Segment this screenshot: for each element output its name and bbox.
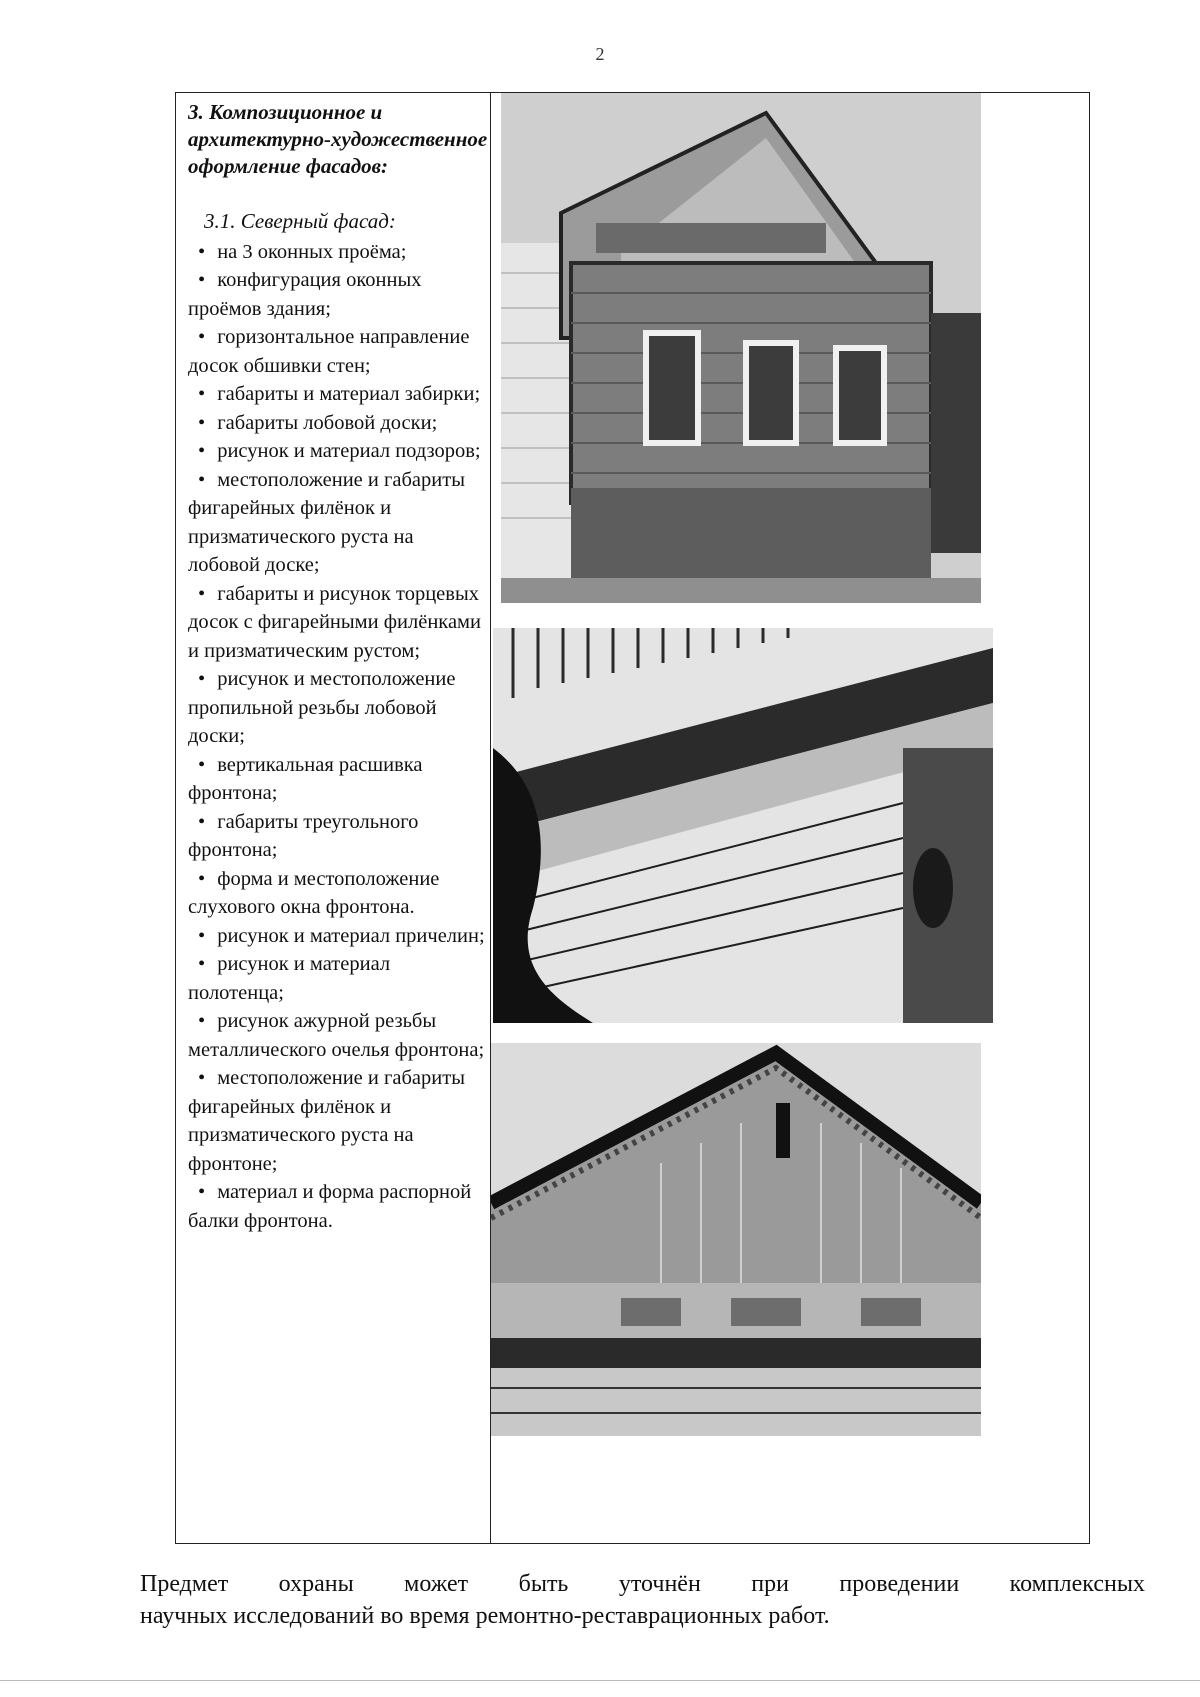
bullet-icon: • — [198, 924, 206, 947]
bullet-icon: • — [198, 668, 206, 690]
bullet-icon: • — [198, 753, 206, 776]
footer-word: проведении — [839, 1571, 960, 1597]
protection-items-list — [188, 238, 488, 1236]
protection-item-text: рисунок и материал подзоров; — [217, 440, 481, 462]
bullet-icon: • — [198, 1010, 206, 1032]
footer-word: охраны — [278, 1571, 354, 1597]
north-facade-photo — [501, 93, 981, 603]
protection-item — [188, 380, 488, 409]
footer-word: Предмет — [140, 1571, 229, 1597]
protection-item-text: горизонтальное направление досок обшивки стен; — [188, 326, 470, 377]
bullet-icon: • — [198, 1067, 206, 1089]
protection-table — [175, 92, 1090, 1544]
footer-word: комплексных — [1009, 1571, 1145, 1597]
bullet-icon: • — [198, 810, 206, 833]
gable-detail-photo — [491, 1043, 981, 1436]
text-column — [188, 99, 488, 1235]
footer-word: при — [751, 1571, 789, 1597]
footer-word: быть — [518, 1571, 569, 1597]
bullet-icon: • — [198, 1181, 206, 1203]
protection-item-text: вертикальная расшивка фронтона; — [188, 753, 423, 804]
protection-item — [188, 1178, 488, 1235]
footer-word: может — [404, 1571, 469, 1597]
bullet-icon: • — [198, 953, 206, 975]
protection-item — [188, 1064, 488, 1178]
footer-note-line-1 — [140, 1568, 1145, 1600]
footer-note — [140, 1568, 1145, 1632]
protection-item-text: габариты и рисунок торцевых досок с фигарейными филёнками и призматическим рустом; — [188, 582, 481, 662]
bullet-icon: • — [198, 383, 206, 405]
protection-item — [188, 238, 488, 267]
protection-item-text: местоположение и габариты фигарейных филёнок и призматического руста на лобовой доске; — [188, 468, 465, 576]
bullet-icon: • — [198, 326, 206, 348]
protection-item — [188, 808, 488, 865]
bullet-icon: • — [198, 468, 206, 491]
protection-item — [188, 922, 488, 951]
bullet-icon: • — [198, 867, 206, 890]
section-title: 3. Композиционное и архитектурно-художественное оформление фасадов: — [188, 100, 488, 178]
protection-item-text: материал и форма распорной балки фронтона. — [188, 1181, 472, 1232]
protection-item-text: рисунок ажурной резьбы металлического очелья фронтона; — [188, 1010, 485, 1061]
protection-item — [188, 266, 488, 323]
frontal-board-detail-photo — [493, 628, 993, 1023]
bullet-icon: • — [198, 582, 206, 605]
bullet-icon: • — [198, 240, 206, 263]
bullet-icon: • — [198, 440, 206, 462]
protection-item — [188, 409, 488, 438]
protection-item — [188, 665, 488, 751]
protection-item-text: местоположение и габариты фигарейных филёнок и призматического руста на фронтоне; — [188, 1067, 465, 1175]
protection-item-text: габариты треугольного фронтона; — [188, 810, 419, 861]
protection-item-text: рисунок и материал полотенца; — [188, 953, 391, 1004]
bullet-icon: • — [198, 411, 206, 434]
subsection-title: 3.1. Северный фасад: — [204, 209, 396, 233]
footer-word: уточнён — [618, 1571, 701, 1597]
protection-item-text: конфигурация оконных проёмов здания; — [188, 269, 422, 320]
protection-item — [188, 865, 488, 922]
footer-note-line-2: научных исследований во время ремонтно-реставрационных работ. — [140, 1603, 830, 1629]
protection-item-text: габариты и материал забирки; — [217, 383, 481, 405]
protection-item — [188, 437, 488, 466]
protection-item-text: рисунок и материал причелин; — [217, 924, 485, 947]
bottom-rule — [0, 1680, 1200, 1681]
page-number: 2 — [595, 44, 605, 64]
protection-item — [188, 950, 488, 1007]
protection-item — [188, 323, 488, 380]
protection-item-text: габариты лобовой доски; — [217, 411, 438, 434]
bullet-icon: • — [198, 269, 206, 291]
protection-item-text: форма и местоположение слухового окна фронтона. — [188, 867, 440, 918]
protection-item-text: рисунок и местоположение пропильной резьбы лобовой доски; — [188, 668, 456, 747]
protection-item — [188, 1007, 488, 1064]
protection-item — [188, 466, 488, 580]
protection-item — [188, 580, 488, 666]
protection-item-text: на 3 оконных проёма; — [217, 240, 407, 263]
protection-item — [188, 751, 488, 808]
